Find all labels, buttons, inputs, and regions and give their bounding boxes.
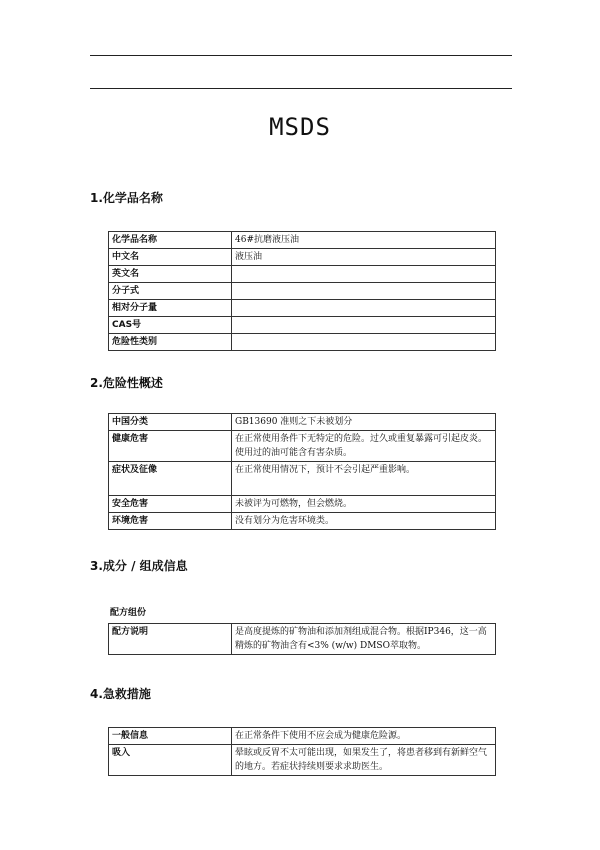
- composition-table: [108, 623, 496, 655]
- table-row: [109, 745, 496, 776]
- section-heading-chemical-name: 1.化学品名称: [90, 191, 163, 205]
- table-row: [109, 624, 496, 655]
- row-value: [232, 334, 496, 351]
- formula-components-label: 配方组份: [110, 608, 147, 618]
- row-key: 相对分子量: [109, 300, 232, 317]
- row-value: [232, 266, 496, 283]
- first-aid-table: [108, 727, 496, 776]
- table-row: [109, 266, 496, 283]
- table-row: [109, 431, 496, 462]
- row-key: 症状及征像: [109, 462, 232, 496]
- row-key: 一般信息: [109, 728, 232, 745]
- table-row: [109, 496, 496, 513]
- section-heading-first-aid: 4.急救措施: [90, 687, 151, 701]
- table-row: [109, 232, 496, 249]
- row-key: 健康危害: [109, 431, 232, 462]
- row-value: 是高度提炼的矿物油和添加剂组成混合物。根据IP346，这一高精炼的矿物油含有<3% (w/w) DMSO萃取物。: [232, 624, 496, 655]
- row-value: 在正常条件下使用不应会成为健康危险源。: [232, 728, 496, 745]
- row-key: 分子式: [109, 283, 232, 300]
- table-row: [109, 728, 496, 745]
- row-value: 未被评为可燃物，但会燃烧。: [232, 496, 496, 513]
- row-value: 晕眩或反胃不太可能出现，如果发生了，将患者移到有新鲜空气的地方。若症状持续则要求求助医生。: [232, 745, 496, 776]
- row-key: CAS号: [109, 317, 232, 334]
- row-value: 在正常使用情况下，预计不会引起严重影响。: [232, 462, 496, 496]
- table-row: [109, 249, 496, 266]
- row-key: 中文名: [109, 249, 232, 266]
- row-key: 中国分类: [109, 414, 232, 431]
- row-value: 没有划分为危害环境类。: [232, 513, 496, 530]
- section-heading-hazard-overview: 2.危险性概述: [90, 376, 163, 390]
- row-value: [232, 283, 496, 300]
- document-title: MSDS: [269, 113, 331, 141]
- row-key: 化学品名称: [109, 232, 232, 249]
- header-rule-top: [90, 55, 512, 56]
- chemical-name-table: [108, 231, 496, 351]
- table-row: [109, 462, 496, 496]
- row-value: [232, 317, 496, 334]
- row-value: 液压油: [232, 249, 496, 266]
- row-key: 英文名: [109, 266, 232, 283]
- table-row: [109, 414, 496, 431]
- row-value: 46#抗磨液压油: [232, 232, 496, 249]
- table-row: [109, 283, 496, 300]
- row-key: 危险性类别: [109, 334, 232, 351]
- table-row: [109, 513, 496, 530]
- row-key: 安全危害: [109, 496, 232, 513]
- row-key: 配方说明: [109, 624, 232, 655]
- table-row: [109, 300, 496, 317]
- header-rule-bottom: [90, 88, 512, 89]
- row-value: 在正常使用条件下无特定的危险。过久或重复暴露可引起皮炎。使用过的油可能含有害杂质。: [232, 431, 496, 462]
- table-row: [109, 334, 496, 351]
- row-key: 环境危害: [109, 513, 232, 530]
- row-key: 吸入: [109, 745, 232, 776]
- row-value: [232, 300, 496, 317]
- hazard-overview-table: [108, 413, 496, 530]
- section-heading-composition: 3.成分 / 组成信息: [90, 559, 188, 573]
- row-value: GB13690 准则之下未被划分: [232, 414, 496, 431]
- table-row: [109, 317, 496, 334]
